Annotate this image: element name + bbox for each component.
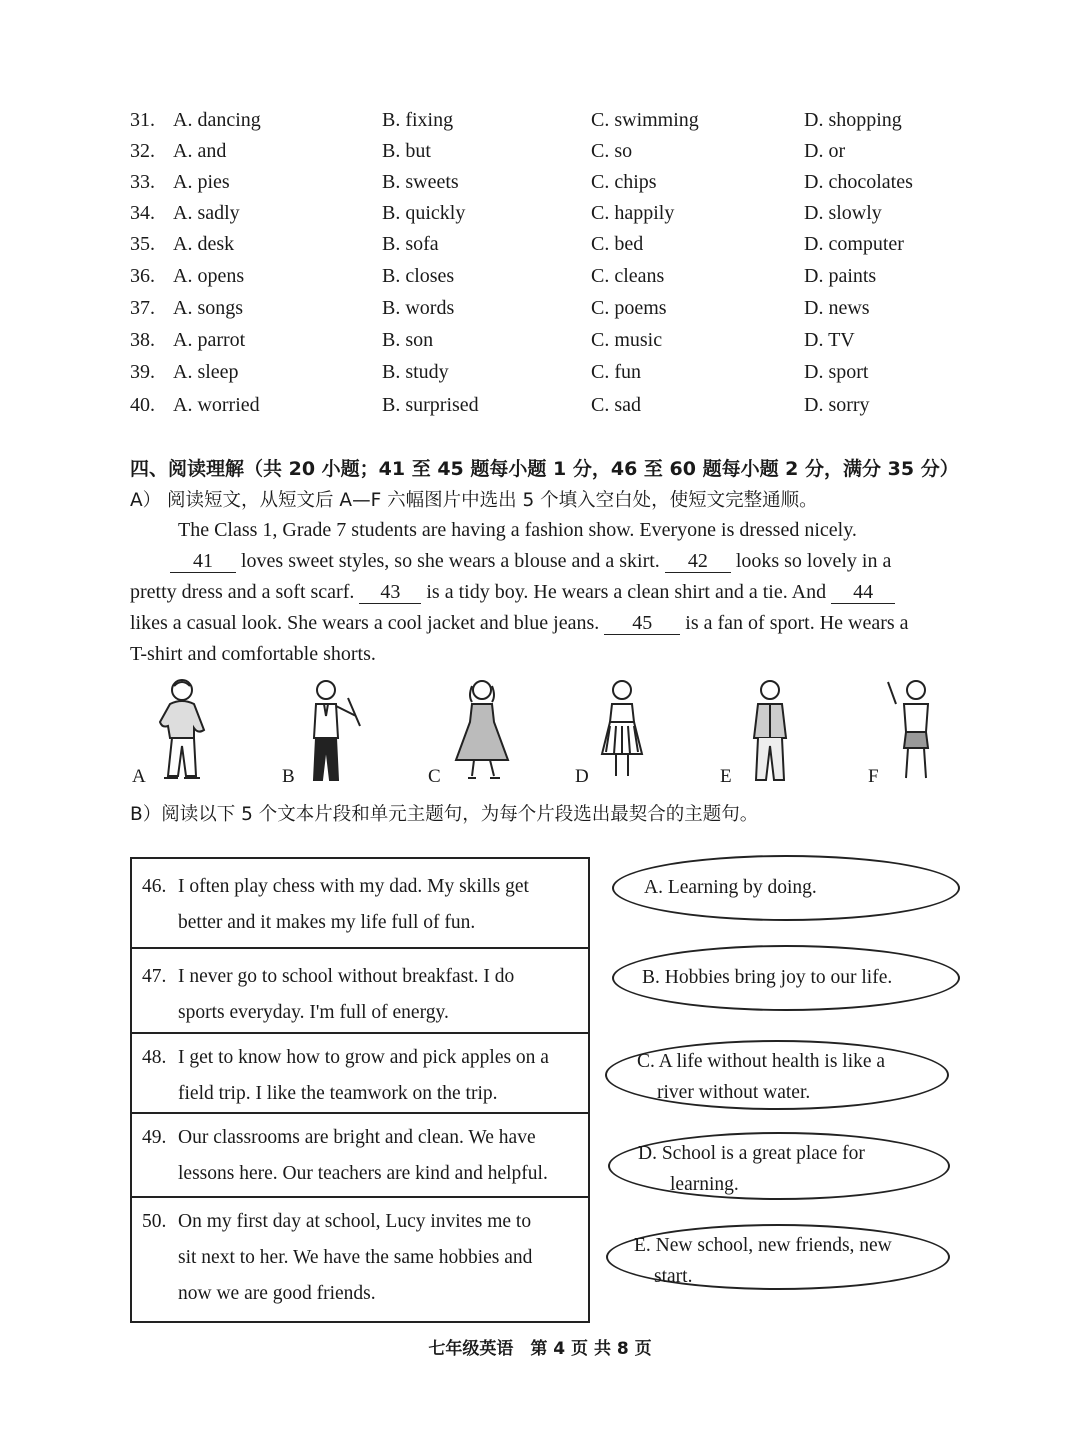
figure-d-girl-skirt [588, 676, 688, 786]
question-number: 38. [130, 329, 155, 351]
option-b: B. study [382, 361, 449, 383]
option-a: A. and [173, 140, 227, 162]
option-a: A. sadly [173, 202, 240, 224]
fragment-text: I often play chess with my dad. My skills get [178, 876, 529, 897]
figure-b-boy-violin [290, 676, 390, 786]
blank-41[interactable]: 41 [170, 550, 236, 573]
option-a: A. pies [173, 171, 230, 193]
question-number: 31. [130, 109, 155, 131]
fragment-text: field trip. I like the teamwork on the trip. [178, 1083, 498, 1104]
fragment-number: 46. [142, 876, 167, 897]
blank-44[interactable]: 44 [831, 581, 895, 604]
question-number: 33. [130, 171, 155, 193]
choice-row-35 [130, 233, 950, 265]
passage-text: is a tidy boy. He wears a clean shirt and a tie. And [421, 581, 832, 603]
theme-d [608, 1132, 950, 1200]
option-c: C. cleans [591, 265, 665, 287]
figure-label-e: E [720, 766, 732, 787]
choice-row-40 [130, 394, 950, 426]
option-b: B. son [382, 329, 434, 351]
figure-label-d: D [575, 766, 589, 787]
option-d: D. slowly [804, 202, 882, 224]
fragment-number: 50. [142, 1211, 167, 1232]
figure-label-b: B [282, 766, 295, 787]
option-a: A. songs [173, 297, 244, 319]
blank-42[interactable]: 42 [665, 550, 731, 573]
fragment-number: 49. [142, 1127, 167, 1148]
passage [130, 515, 952, 670]
fragment-number: 48. [142, 1047, 167, 1068]
passage-line-1: The Class 1, Grade 7 students are having a fashion show. Everyone is dressed nicely. [178, 519, 857, 541]
blank-43[interactable]: 43 [359, 581, 421, 604]
choice-row-31 [130, 109, 950, 141]
passage-text: looks so lovely in a [730, 550, 892, 572]
question-number: 40. [130, 394, 155, 416]
option-c: C. chips [591, 171, 657, 193]
fragment-text: now we are good friends. [178, 1283, 376, 1304]
blank-45[interactable]: 45 [604, 612, 680, 635]
option-b: B. words [382, 297, 455, 319]
option-b: B. quickly [382, 202, 466, 224]
option-c: C. swimming [591, 109, 699, 131]
option-b: B. sofa [382, 233, 439, 255]
question-number: 39. [130, 361, 155, 383]
figure-e-girl-jacket [736, 676, 836, 786]
theme-e [606, 1224, 950, 1290]
option-b: B. but [382, 140, 431, 162]
passage-text: loves sweet styles, so she wears a blouse and a skirt. [236, 550, 665, 572]
page-footer: 七年级英语 第 4 页 共 8 页 [428, 1339, 652, 1359]
figure-label-f: F [868, 766, 879, 787]
figure-a-boy-sweater [148, 676, 248, 786]
choice-row-36 [130, 265, 950, 297]
theme-text: E. New school, new friends, new [634, 1235, 892, 1256]
question-number: 34. [130, 202, 155, 224]
passage-line-3 [130, 577, 952, 608]
fragment-text: better and it makes my life full of fun. [178, 912, 476, 933]
theme-text: learning. [670, 1174, 739, 1195]
part-a-instruction: A） 阅读短文，从短文后 A—F 六幅图片中选出 5 个填入空白处，使短文完整通顺。 [130, 490, 818, 511]
fragment-text: sit next to her. We have the same hobbies and [178, 1247, 533, 1268]
option-c: C. so [591, 140, 633, 162]
fragment-text: sports everyday. I'm full of energy. [178, 1002, 449, 1023]
option-d: D. sorry [804, 394, 870, 416]
option-d: D. TV [804, 329, 855, 351]
option-c: C. sad [591, 394, 641, 416]
passage-line-2 [130, 546, 952, 577]
option-d: D. chocolates [804, 171, 913, 193]
theme-b [612, 945, 960, 1011]
option-a: A. parrot [173, 329, 246, 351]
choice-row-38 [130, 329, 950, 361]
fragment-47 [132, 949, 588, 1034]
theme-text: river without water. [657, 1082, 811, 1103]
option-d: D. news [804, 297, 870, 319]
question-number: 35. [130, 233, 155, 255]
section-title: 四、阅读理解（共 20 小题；41 至 45 题每小题 1 分，46 至 60 题每小题 2 分，满分 35 分） [130, 458, 959, 480]
fragment-48 [132, 1034, 588, 1114]
choice-row-33 [130, 171, 950, 203]
passage-text: likes a casual look. She wears a cool jacket and blue jeans. [130, 612, 605, 634]
fragment-text: I get to know how to grow and pick apples on a [178, 1047, 549, 1068]
question-number: 32. [130, 140, 155, 162]
option-c: C. music [591, 329, 663, 351]
option-d: D. or [804, 140, 846, 162]
fragment-49 [132, 1114, 588, 1198]
figure-label-c: C [428, 766, 441, 787]
theme-text: D. School is a great place for [638, 1143, 865, 1164]
option-b: B. sweets [382, 171, 459, 193]
option-c: C. fun [591, 361, 641, 383]
fragment-46 [132, 859, 588, 949]
option-a: A. dancing [173, 109, 261, 131]
question-number: 36. [130, 265, 155, 287]
option-b: B. surprised [382, 394, 479, 416]
passage-text: is a fan of sport. He wears a [680, 612, 909, 634]
choice-row-37 [130, 297, 950, 329]
option-b: B. fixing [382, 109, 454, 131]
option-b: B. closes [382, 265, 455, 287]
fragment-number: 47. [142, 966, 167, 987]
fragment-text: On my first day at school, Lucy invites me to [178, 1211, 532, 1232]
fragment-50 [132, 1198, 588, 1321]
option-a: A. desk [173, 233, 235, 255]
fragment-text: I never go to school without breakfast. I do [178, 966, 515, 987]
option-c: C. bed [591, 233, 644, 255]
option-d: D. shopping [804, 109, 902, 131]
option-d: D. paints [804, 265, 877, 287]
part-b-instruction: B）阅读以下 5 个文本片段和单元主题句，为每个片段选出最契合的主题句。 [130, 804, 759, 825]
choice-row-34 [130, 202, 950, 234]
choice-row-32 [130, 140, 950, 172]
question-number: 37. [130, 297, 155, 319]
theme-c [605, 1040, 949, 1110]
choice-row-39 [130, 361, 950, 393]
option-a: A. sleep [173, 361, 239, 383]
passage-text: pretty dress and a soft scarf. [130, 581, 360, 603]
figure-f-boy-sport [878, 676, 978, 786]
theme-text: B. Hobbies bring joy to our life. [642, 967, 893, 988]
theme-text: C. A life without health is like a [637, 1051, 886, 1072]
figure-label-a: A [132, 766, 146, 787]
passage-line-4 [130, 608, 952, 639]
passage-line-5: T-shirt and comfortable shorts. [130, 643, 376, 665]
option-d: D. computer [804, 233, 904, 255]
theme-a [612, 855, 960, 921]
fragments-table [130, 857, 590, 1323]
option-c: C. happily [591, 202, 675, 224]
fragment-text: lessons here. Our teachers are kind and helpful. [178, 1163, 548, 1184]
option-a: A. opens [173, 265, 245, 287]
theme-text: start. [654, 1266, 693, 1287]
option-a: A. worried [173, 394, 260, 416]
option-d: D. sport [804, 361, 869, 383]
figure-c-girl-dress [442, 676, 542, 786]
fragment-text: Our classrooms are bright and clean. We have [178, 1127, 536, 1148]
theme-text: A. Learning by doing. [644, 877, 817, 898]
option-c: C. poems [591, 297, 667, 319]
